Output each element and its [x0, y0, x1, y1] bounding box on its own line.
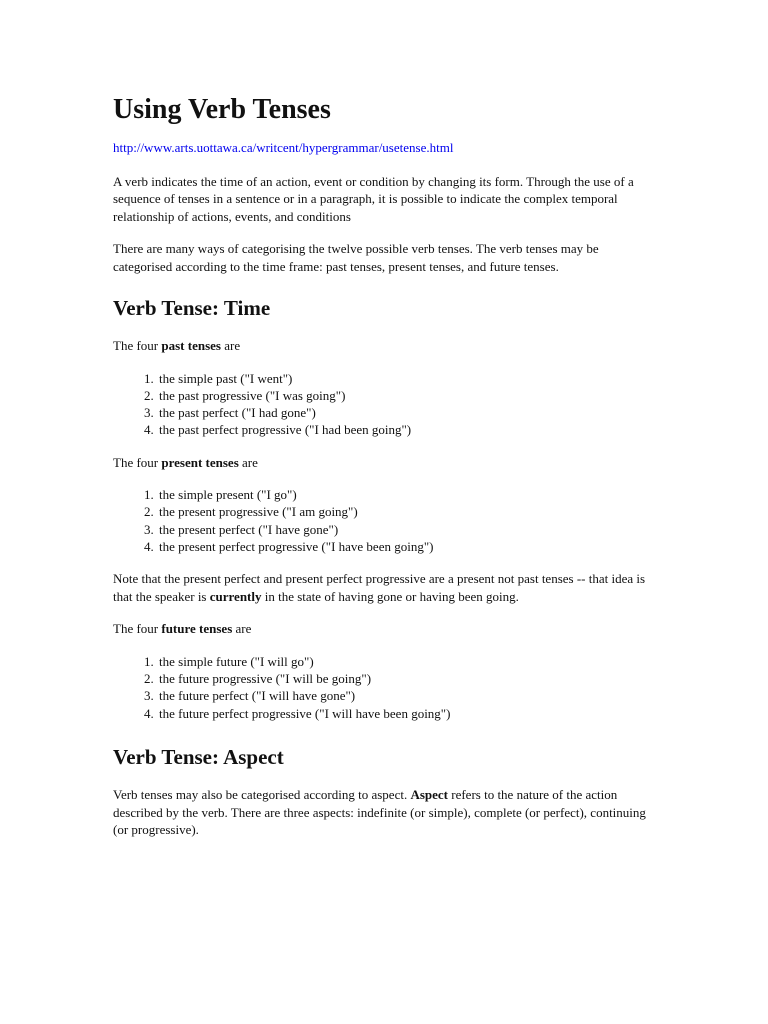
past-tenses-list: [113, 370, 653, 439]
lead-text: The four: [113, 338, 162, 353]
note-text: in the state of having gone or having been going.: [261, 588, 519, 604]
lead-text: are: [238, 454, 258, 470]
present-tenses-lead: [113, 454, 653, 472]
lead-text: The four: [113, 621, 162, 637]
section-heading-aspect: Verb Tense: Aspect: [113, 745, 284, 770]
intro-paragraph-1: A verb indicates the time of an action, event or condition by changing its form. Through the use of a sequence of tenses in a sentence or in a paragraph, it is possible to indicate the complex temporal relationship of actions, events, and conditions: [113, 173, 634, 224]
lead-text: are: [232, 621, 252, 637]
list-item: 1. the simple past ("I went"): [157, 370, 653, 387]
future-tenses-lead: [113, 620, 653, 638]
past-tenses-lead: [113, 337, 653, 355]
list-item: 4. the future perfect progressive ("I will have been going"): [157, 705, 653, 722]
note-text: Note that the present perfect and present perfect progressive are a present not past tenses -- that idea is that the speaker is: [113, 571, 646, 604]
list-item: 4. the past perfect progressive ("I had been going"): [157, 421, 653, 438]
aspect-bold-text: Aspect: [410, 787, 448, 803]
list-item: 1. the simple future ("I will go"): [157, 653, 653, 670]
list-item: 4. the present perfect progressive ("I have been going"): [157, 538, 653, 555]
aspect-text: refers to the nature of the action described by the verb. There are three aspects: indefinite (or simple), complete (or perfect), continuing (or progressive).: [113, 787, 646, 838]
aspect-text: Verb tenses may also be categorised according to aspect.: [113, 787, 411, 803]
list-item: 2. the future progressive ("I will be going"): [157, 670, 653, 687]
note-bold-text: currently: [209, 588, 262, 604]
page-title: Using Verb Tenses: [113, 94, 331, 125]
section-heading-time: Verb Tense: Time: [113, 296, 271, 320]
document-page: [113, 94, 653, 854]
list-item: 2. the present progressive ("I am going"): [157, 503, 653, 520]
list-item: 1. the simple present ("I go"): [157, 486, 653, 503]
source-link[interactable]: http://www.arts.uottawa.ca/writcent/hypergrammar/usetense.html: [113, 140, 454, 155]
list-item: 3. the present perfect ("I have gone"): [157, 521, 653, 538]
list-item: 2. the past progressive ("I was going"): [157, 387, 653, 404]
present-tenses-list: [113, 486, 653, 555]
lead-text: The four: [113, 454, 162, 470]
list-item: 3. the future perfect ("I will have gone"): [157, 687, 653, 704]
intro-paragraph-2: There are many ways of categorising the twelve possible verb tenses. The verb tenses may be categorised according to the time frame: past tenses, present tenses, and future tenses.: [113, 241, 599, 274]
lead-text: are: [220, 338, 241, 353]
note-paragraph: [113, 570, 653, 605]
lead-bold-text: future tenses: [161, 621, 233, 637]
list-item: 3. the past perfect ("I had gone"): [157, 404, 653, 421]
future-tenses-list: [113, 653, 653, 722]
lead-bold-text: past tenses: [161, 338, 221, 353]
aspect-paragraph: [113, 786, 653, 839]
lead-bold-text: present tenses: [161, 454, 239, 470]
